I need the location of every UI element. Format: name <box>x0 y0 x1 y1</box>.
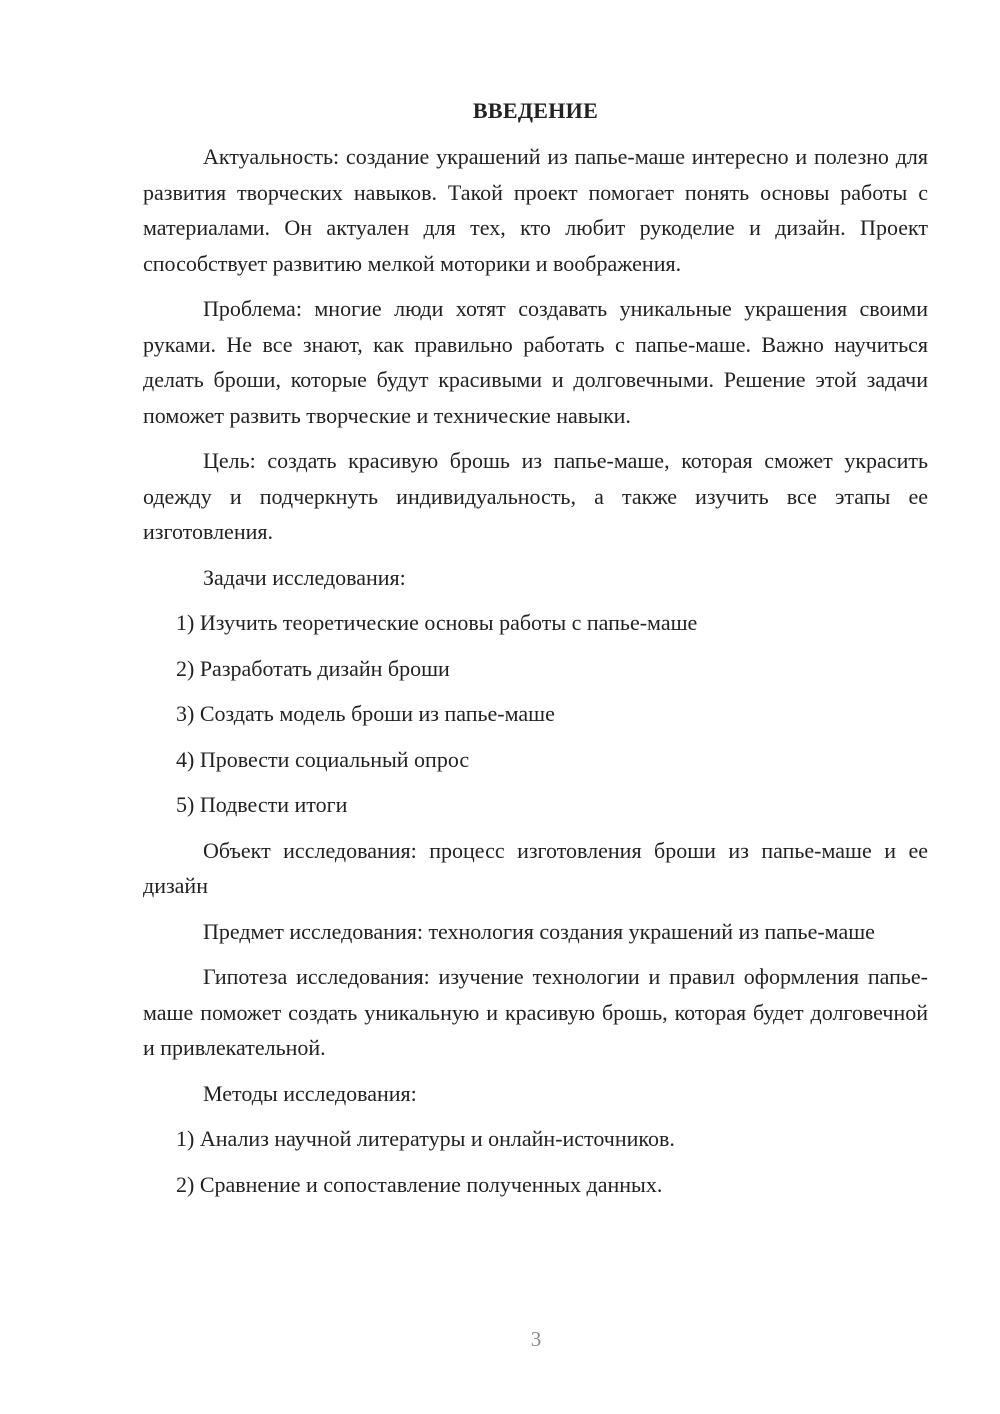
tasks-heading: Задачи исследования: <box>203 564 406 590</box>
subject-paragraph: Предмет исследования: технология создания украшений из папье-маше <box>203 918 875 944</box>
problem-paragraph: Проблема: многие люди хотят создавать уникальные украшения своими руками. Не все знают, как правильно работать с папье-маше. Важно научиться делать броши, которые будут красивыми и долговечными. Решение этой задачи поможет развить творческие и технические навыки. <box>143 296 928 428</box>
list-item: 5) Подвести итоги <box>176 792 348 817</box>
methods-heading: Методы исследования: <box>203 1080 417 1106</box>
list-item: 1) Изучить теоретические основы работы с папье-маше <box>176 610 698 635</box>
methods-list <box>143 1121 928 1202</box>
list-item: 2) Разработать дизайн броши <box>176 655 450 681</box>
object-paragraph: Объект исследования: процесс изготовления броши из папье-маше и ее дизайн <box>143 837 928 898</box>
page-number: 3 <box>530 1327 542 1351</box>
list-item: 2) Сравнение и сопоставление полученных данных. <box>176 1171 663 1197</box>
goal-paragraph: Цель: создать красивую брошь из папье-маше, которая сможет украсить одежду и подчеркнуть индивидуальность, а также изучить все этапы ее изготовления. <box>143 448 928 544</box>
page-title: ВВЕДЕНИЕ <box>472 98 599 123</box>
relevance-paragraph: Актуальность: создание украшений из папье-маше интересно и полезно для развития творческих навыков. Такой проект помогает понять основы работы с материалами. Он актуален для тех, кто любит рукоделие и дизайн. Проект способствует развитию мелкой моторики и воображения. <box>143 144 928 276</box>
tasks-list <box>143 605 928 823</box>
document-page <box>143 95 928 1212</box>
list-item: 1) Анализ научной литературы и онлайн-источников. <box>176 1126 675 1151</box>
list-item: 4) Провести социальный опрос <box>176 746 470 772</box>
hypothesis-paragraph: Гипотеза исследования: изучение технологии и правил оформления папье-маше поможет создать уникальную и красивую брошь, которая будет долговечной и привлекательной. <box>143 964 928 1060</box>
list-item: 3) Создать модель броши из папье-маше <box>176 701 555 726</box>
